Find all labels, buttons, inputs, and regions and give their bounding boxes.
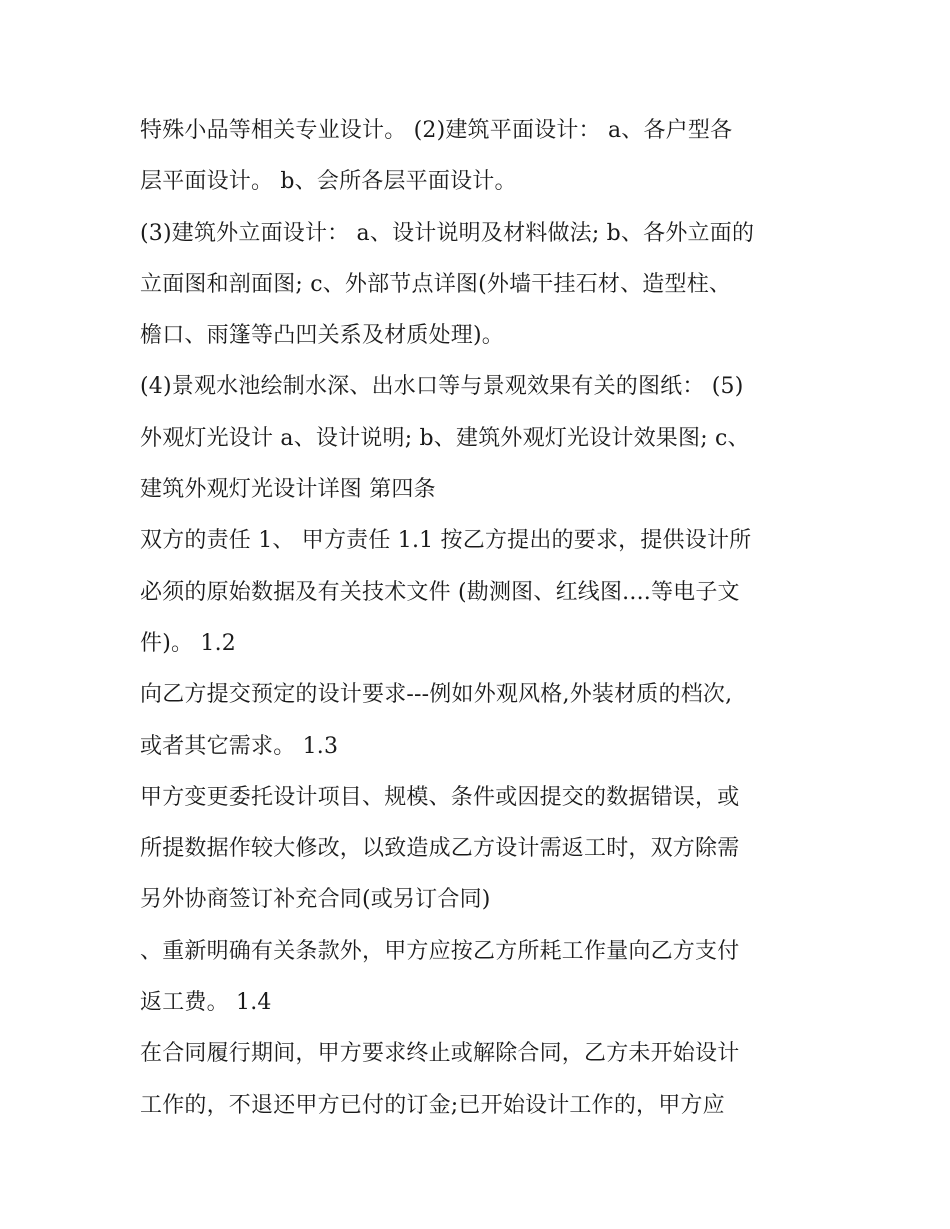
- text-line: 向乙方提交预定的设计要求---例如外观风格,外装材质的档次,: [140, 682, 733, 708]
- text-line: 所提数据作较大修改，以致造成乙方设计需返工时，双方除需: [140, 836, 740, 862]
- text-line: 建筑外观灯光设计详图 第四条: [140, 477, 436, 503]
- text-line: 特殊小品等相关专业设计。 (2)建筑平面设计： a、各户型各: [140, 118, 733, 143]
- document-body: [140, 105, 820, 1131]
- text-line: 件)。 1.2: [140, 630, 236, 656]
- text-line: (4)景观水池绘制水深、出水口等与景观效果有关的图纸： (5): [140, 374, 744, 400]
- text-line: 外观灯光设计 a、设计说明; b、建筑外观灯光设计效果图; c、: [140, 425, 750, 451]
- text-line: 立面图和剖面图; c、外部节点详图(外墙干挂石材、造型柱、: [140, 271, 732, 297]
- text-line: 返工费。 1.4: [140, 990, 272, 1016]
- text-line: 必须的原始数据及有关技术文件 (勘测图、红线图....等电子文: [140, 579, 740, 605]
- text-line: 另外协商签订补充合同(或另订合同): [140, 887, 491, 913]
- text-line: 双方的责任 1、 甲方责任 1.1 按乙方提出的要求，提供设计所: [140, 528, 752, 554]
- text-line: 檐口、雨篷等凸凹关系及材质处理)。: [140, 323, 504, 349]
- text-line: (3)建筑外立面设计： a、设计说明及材料做法; b、各外立面的: [140, 220, 755, 246]
- text-line: 工作的，不退还甲方已付的订金;已开始设计工作的，甲方应: [140, 1092, 725, 1118]
- text-line: 层平面设计。 b、会所各层平面设计。: [140, 169, 517, 195]
- text-line: 或者其它需求。 1.3: [140, 733, 339, 759]
- text-line: 在合同履行期间，甲方要求终止或解除合同，乙方未开始设计: [140, 1041, 740, 1067]
- text-line: 、重新明确有关条款外，甲方应按乙方所耗工作量向乙方支付: [140, 938, 740, 964]
- text-line: 甲方变更委托设计项目、规模、条件或因提交的数据错误，或: [140, 784, 740, 810]
